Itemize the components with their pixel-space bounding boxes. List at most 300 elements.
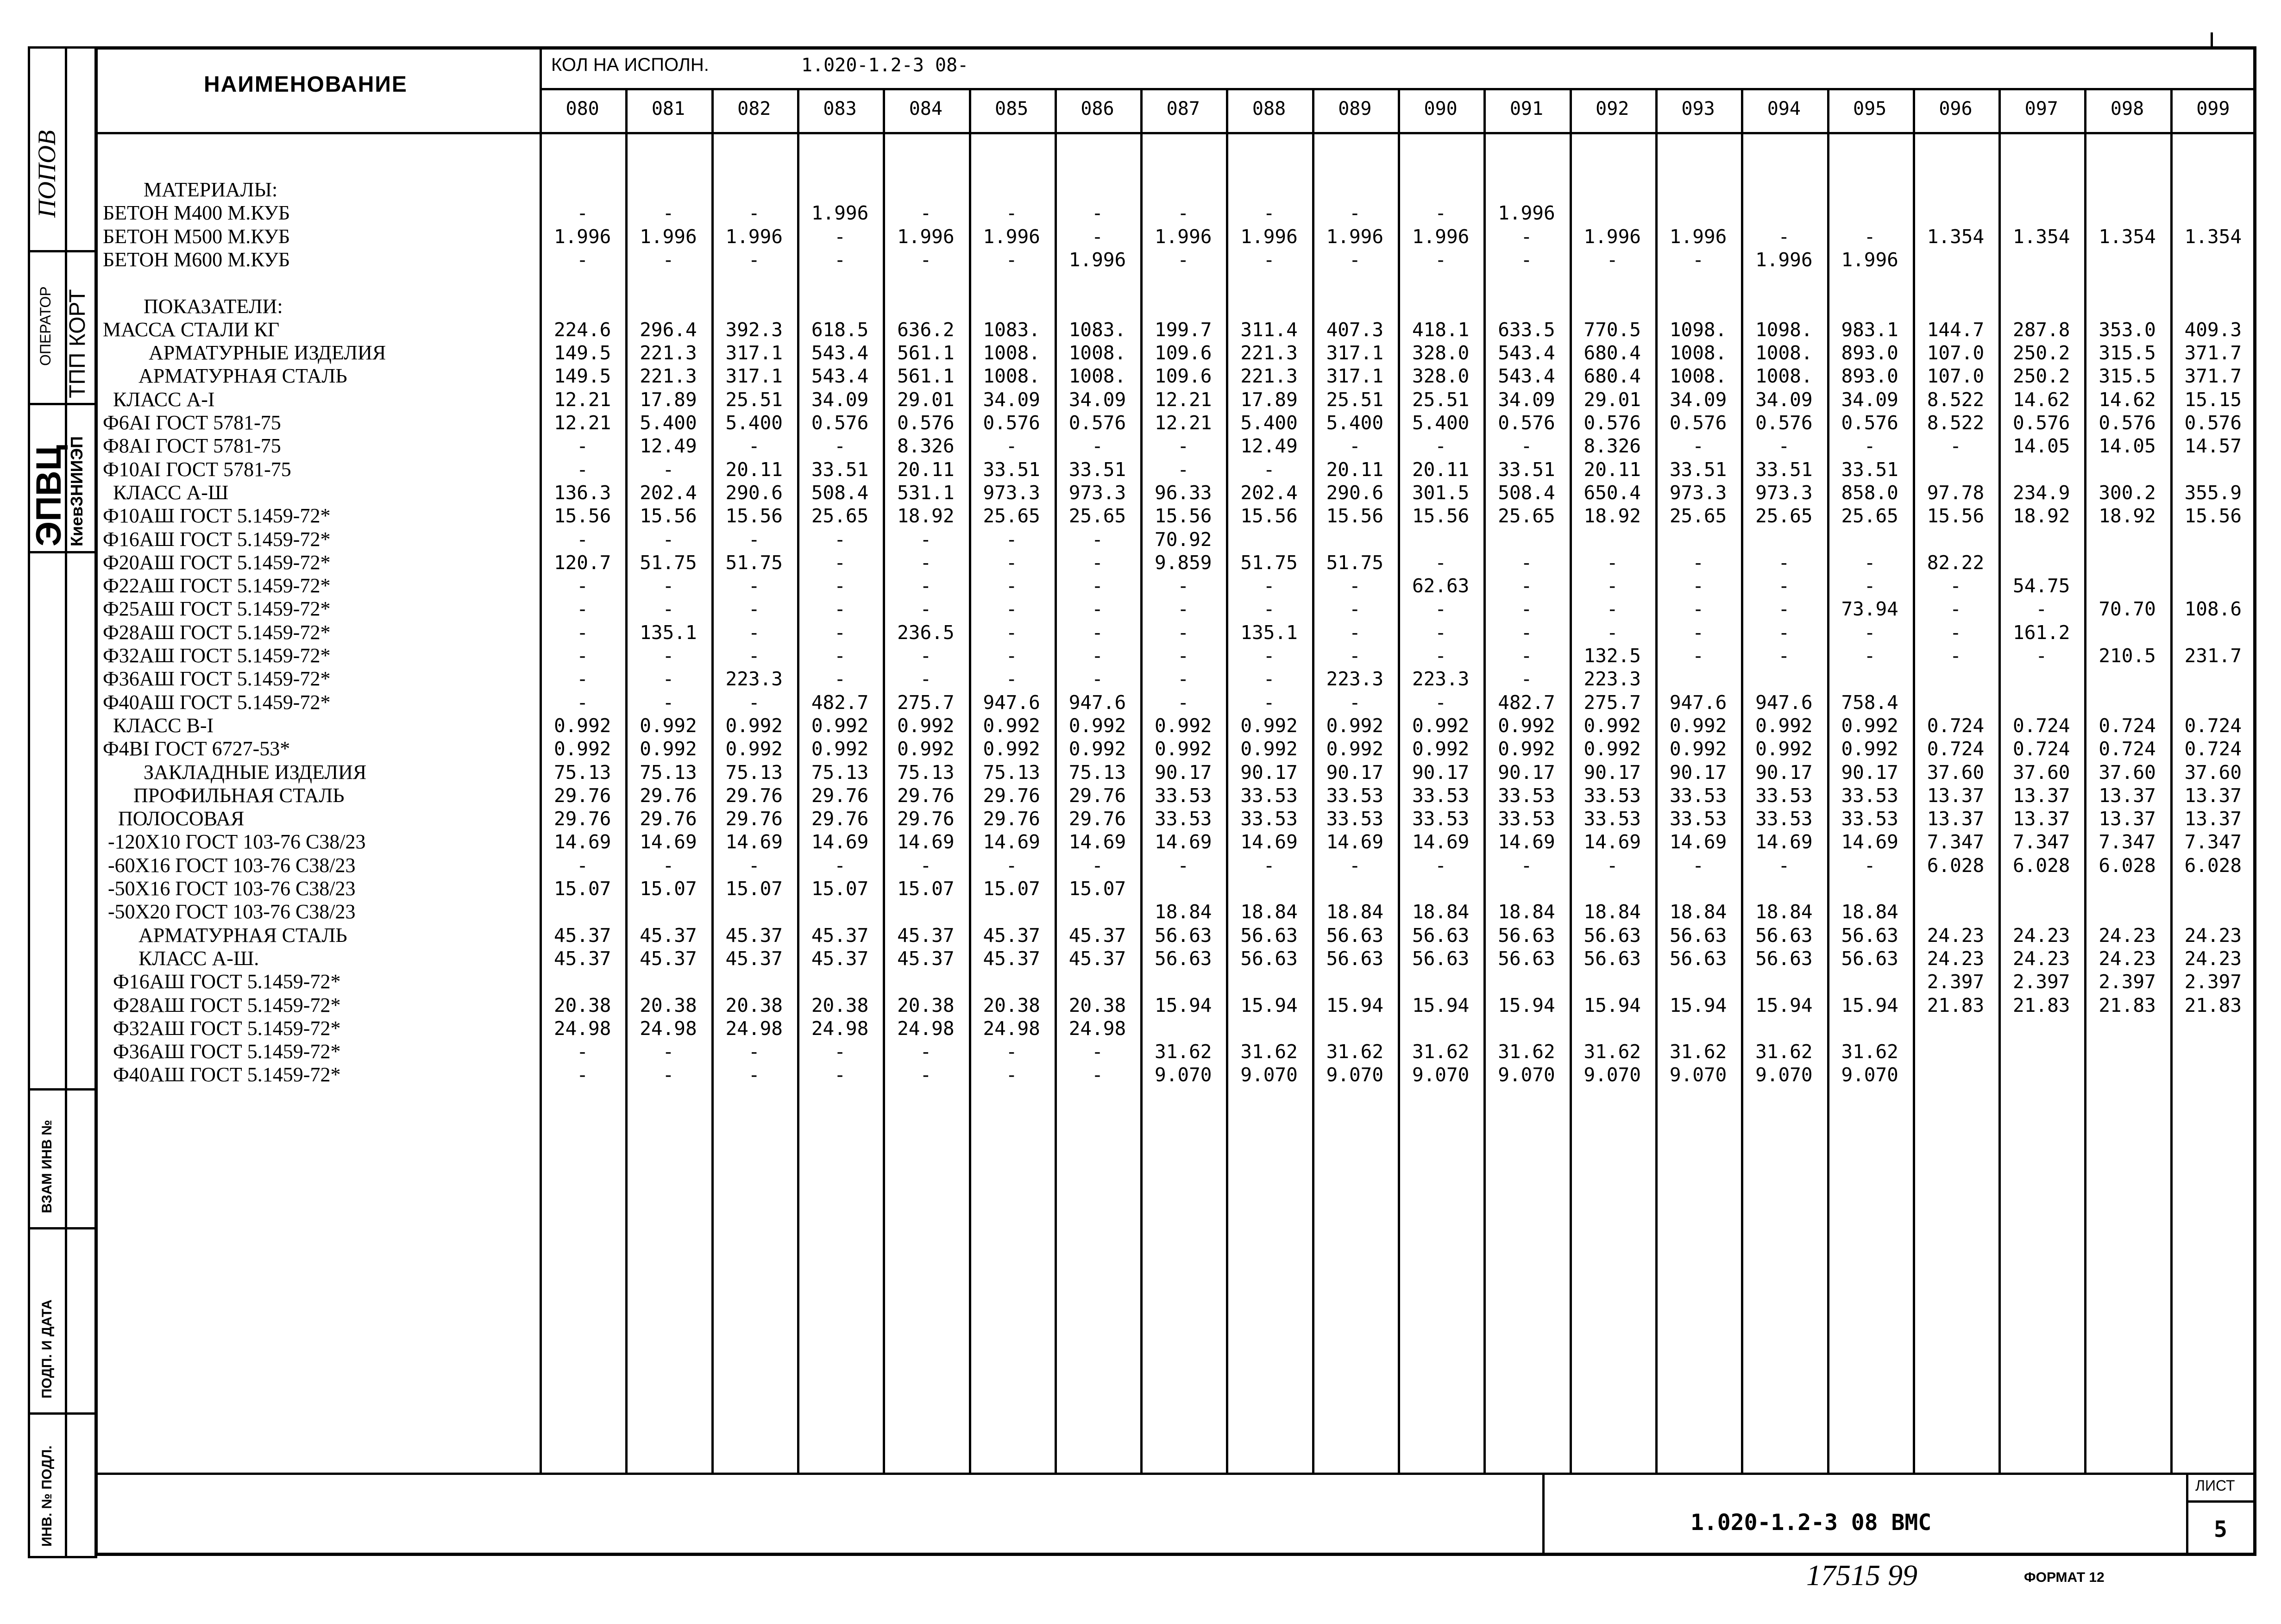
table-cell: - (1092, 435, 1103, 458)
table-cell: - (662, 458, 674, 481)
table-cell: - (1692, 551, 1704, 574)
table-cell: 45.37 (811, 924, 869, 947)
side-divider-4 (28, 1088, 97, 1091)
table-cell: 9.070 (1412, 1064, 1470, 1086)
table-cell: 13.37 (2099, 808, 2156, 830)
table-cell: 24.98 (640, 1017, 697, 1040)
table-cell: 223.3 (1412, 668, 1470, 690)
table-cell: - (1864, 621, 1876, 644)
table-cell: 20.38 (640, 994, 697, 1016)
table-cell: 24.23 (2099, 924, 2156, 947)
table-cell: 0.576 (1498, 412, 1555, 434)
table-cell: 7.347 (2099, 831, 2156, 853)
table-cell: - (834, 435, 846, 458)
table-cell: - (1778, 575, 1790, 597)
table-cell: 0.992 (1068, 738, 1126, 760)
sheet-box-line (2186, 1500, 2256, 1503)
table-cell: - (1005, 551, 1018, 574)
table-cell: 8.326 (897, 435, 955, 458)
row-label: Ф22АШ ГОСТ 5.1459-72* (103, 574, 331, 597)
table-cell: 199.7 (1155, 318, 1212, 341)
table-cell: 7.347 (2013, 831, 2070, 853)
table-cell: 353.0 (2099, 318, 2156, 341)
table-cell: 1008. (1068, 365, 1126, 388)
table-cell: 56.63 (1498, 947, 1555, 970)
table-cell: - (1435, 248, 1446, 271)
table-cell: 0.992 (640, 714, 697, 737)
table-cell: 531.1 (897, 481, 955, 504)
table-cell: 15.94 (1841, 994, 1898, 1016)
table-cell: 15.56 (725, 505, 783, 527)
column-header: 095 (1853, 98, 1887, 119)
table-cell: 0.992 (640, 738, 697, 760)
row-label: КЛАСС В-I (103, 714, 214, 737)
table-cell: - (834, 575, 846, 597)
table-cell: - (1263, 854, 1275, 877)
table-cell: 0.992 (1498, 738, 1555, 760)
row-label: Ф32АШ ГОСТ 5.1459-72* (103, 1016, 341, 1040)
table-cell: 15.56 (2184, 505, 2242, 527)
signature-text: ПОПОВ (33, 130, 61, 218)
table-cell: 90.17 (1326, 761, 1384, 784)
table-cell: 14.69 (1755, 831, 1813, 853)
table-cell: 135.1 (640, 621, 697, 644)
table-cell: - (1177, 854, 1189, 877)
table-cell: 25.65 (983, 505, 1040, 527)
table-cell: 0.992 (553, 714, 611, 737)
table-cell: 973.3 (1755, 481, 1813, 504)
table-cell: 0.992 (1412, 738, 1470, 760)
table-cell: 0.724 (1927, 714, 1985, 737)
table-cell: 31.62 (1412, 1041, 1470, 1063)
table-cell: 33.53 (1669, 808, 1727, 830)
org-short: ЭПВЦ (29, 445, 69, 546)
table-cell: - (577, 435, 588, 458)
table-cell: 14.69 (1584, 831, 1641, 853)
table-cell: - (1177, 202, 1189, 225)
table-cell: 0.992 (897, 738, 955, 760)
row-label: -60Х16 ГОСТ 103-76 С38/23 (103, 853, 356, 877)
table-cell: 82.22 (1927, 551, 1985, 574)
table-cell: 236.5 (897, 621, 955, 644)
table-cell: 20.11 (897, 458, 955, 481)
table-cell: 33.53 (1841, 784, 1898, 807)
table-cell: 70.70 (2099, 598, 2156, 621)
table-cell: 0.992 (553, 738, 611, 760)
table-cell: - (1092, 1064, 1103, 1086)
table-cell: 37.60 (2099, 761, 2156, 784)
table-cell: - (1349, 202, 1361, 225)
table-cell: - (1349, 854, 1361, 877)
table-cell: 18.84 (1240, 901, 1298, 923)
table-cell: 73.94 (1841, 598, 1898, 621)
table-cell: - (834, 528, 846, 551)
table-cell: 371.7 (2184, 365, 2242, 388)
table-cell: - (1864, 854, 1876, 877)
table-cell: 20.38 (897, 994, 955, 1016)
table-cell: 1.996 (1669, 225, 1727, 248)
table-cell: 13.37 (1927, 784, 1985, 807)
table-cell: 315.5 (2099, 365, 2156, 388)
table-cell: 18.92 (897, 505, 955, 527)
table-cell: - (1005, 854, 1018, 877)
table-cell: 15.56 (1326, 505, 1384, 527)
table-cell: - (1950, 598, 1961, 621)
row-label: МАССА СТАЛИ КГ (103, 318, 280, 341)
table-cell: 300.2 (2099, 481, 2156, 504)
table-cell: 482.7 (1498, 691, 1555, 714)
table-cell: 543.4 (811, 365, 869, 388)
table-cell: 24.23 (2184, 924, 2242, 947)
table-cell: - (1005, 645, 1018, 667)
table-cell: 0.992 (983, 738, 1040, 760)
table-cell: 9.859 (1155, 551, 1212, 574)
table-cell: 311.4 (1240, 318, 1298, 341)
table-cell: 34.09 (983, 388, 1040, 411)
table-cell: - (1092, 854, 1103, 877)
table-cell: 13.37 (2013, 808, 2070, 830)
table-cell: 31.62 (1584, 1041, 1641, 1063)
table-cell: 75.13 (725, 761, 783, 784)
table-cell: 14.69 (1155, 831, 1212, 853)
table-cell: 51.75 (1326, 551, 1384, 574)
table-cell: 51.75 (1240, 551, 1298, 574)
table-cell: 45.37 (897, 924, 955, 947)
table-cell: 1.996 (553, 225, 611, 248)
table-cell: 210.5 (2099, 645, 2156, 667)
table-cell: 24.23 (1927, 924, 1985, 947)
table-cell: 31.62 (1755, 1041, 1813, 1063)
table-cell: 45.37 (640, 947, 697, 970)
table-cell: 90.17 (1498, 761, 1555, 784)
operator-label: ОПЕРАТОР (37, 286, 54, 366)
table-cell: - (1778, 435, 1790, 458)
table-cell: 371.7 (2184, 342, 2242, 364)
table-cell: - (1606, 575, 1618, 597)
table-cell: - (1435, 202, 1446, 225)
table-cell: - (748, 854, 760, 877)
table-cell: 33.53 (1669, 784, 1727, 807)
side-divider-2 (28, 403, 97, 405)
table-cell: 0.576 (1584, 412, 1641, 434)
table-cell: 223.3 (1326, 668, 1384, 690)
row-label: Ф28АШ ГОСТ 5.1459-72* (103, 993, 341, 1016)
table-cell: - (1092, 551, 1103, 574)
table-cell: - (834, 225, 846, 248)
table-cell: 33.53 (1584, 808, 1641, 830)
table-cell: 15.07 (811, 878, 869, 900)
table-cell: 221.3 (1240, 365, 1298, 388)
row-label: Ф36АШ ГОСТ 5.1459-72* (103, 1040, 341, 1063)
column-header: 084 (909, 98, 943, 119)
table-cell: 0.992 (1841, 714, 1898, 737)
side-strip-top (28, 46, 97, 49)
table-cell: - (1177, 598, 1189, 621)
table-cell: 45.37 (553, 947, 611, 970)
table-cell: 37.60 (2013, 761, 2070, 784)
table-cell: 1.996 (640, 225, 697, 248)
table-cell: 275.7 (1584, 691, 1641, 714)
table-cell: 18.92 (2099, 505, 2156, 527)
table-cell: 37.60 (1927, 761, 1985, 784)
table-cell: 56.63 (1755, 924, 1813, 947)
table-cell: - (662, 668, 674, 690)
table-cell: - (2036, 598, 2048, 621)
table-cell: 34.09 (1669, 388, 1727, 411)
table-cell: 290.6 (1326, 481, 1384, 504)
table-cell: 250.2 (2013, 365, 2070, 388)
table-cell: 29.76 (725, 808, 783, 830)
table-cell: 893.0 (1841, 365, 1898, 388)
row-label: Ф20АШ ГОСТ 5.1459-72* (103, 551, 331, 574)
table-cell: 0.992 (1326, 738, 1384, 760)
table-cell: 328.0 (1412, 365, 1470, 388)
table-cell: 13.37 (2099, 784, 2156, 807)
table-cell: 56.63 (1841, 924, 1898, 947)
table-cell: - (1521, 435, 1533, 458)
table-cell: 680.4 (1584, 342, 1641, 364)
table-cell: - (748, 1064, 760, 1086)
table-cell: 31.62 (1498, 1041, 1555, 1063)
table-cell: - (1092, 225, 1103, 248)
column-header: 082 (737, 98, 771, 119)
table-cell: 90.17 (1669, 761, 1727, 784)
table-cell: 107.0 (1927, 342, 1985, 364)
table-cell: 33.51 (1068, 458, 1126, 481)
table-cell: - (1177, 621, 1189, 644)
table-cell: 14.62 (2099, 388, 2156, 411)
table-cell: - (1521, 575, 1533, 597)
table-cell: 56.63 (1755, 947, 1813, 970)
table-cell: - (1778, 621, 1790, 644)
table-cell: - (920, 668, 932, 690)
table-cell: 33.53 (1841, 808, 1898, 830)
table-cell: 29.76 (983, 808, 1040, 830)
table-cell: 14.05 (2013, 435, 2070, 458)
table-cell: 75.13 (811, 761, 869, 784)
table-cell: - (920, 854, 932, 877)
table-cell: 250.2 (2013, 342, 2070, 364)
table-cell: 135.1 (1240, 621, 1298, 644)
table-cell: 0.576 (983, 412, 1040, 434)
table-cell: 54.75 (2013, 575, 2070, 597)
table-cell: 1008. (1669, 365, 1727, 388)
table-cell: 90.17 (1841, 761, 1898, 784)
table-cell: - (1435, 691, 1446, 714)
table-cell: 1083. (983, 318, 1040, 341)
table-cell: 14.69 (983, 831, 1040, 853)
table-cell: 20.11 (1412, 458, 1470, 481)
table-cell: 6.028 (2013, 854, 2070, 877)
table-cell: - (1005, 668, 1018, 690)
table-cell: 1.996 (897, 225, 955, 248)
table-cell: 680.4 (1584, 365, 1641, 388)
table-cell: 18.84 (1326, 901, 1384, 923)
table-cell: - (748, 528, 760, 551)
table-cell: 14.69 (1498, 831, 1555, 853)
table-cell: - (1092, 598, 1103, 621)
table-cell: - (920, 202, 932, 225)
table-cell: - (1177, 248, 1189, 271)
table-cell: 45.37 (897, 947, 955, 970)
table-cell: 0.992 (811, 714, 869, 737)
table-cell: 301.5 (1412, 481, 1470, 504)
table-cell: - (662, 248, 674, 271)
table-cell: - (577, 854, 588, 877)
table-cell: 56.63 (1498, 924, 1555, 947)
table-cell: 758.4 (1841, 691, 1898, 714)
column-header: 094 (1767, 98, 1801, 119)
table-cell: - (1606, 598, 1618, 621)
table-cell: 409.3 (2184, 318, 2242, 341)
table-cell: 275.7 (897, 691, 955, 714)
table-cell: 51.75 (640, 551, 697, 574)
table-cell: 29.76 (897, 784, 955, 807)
table-cell: - (834, 854, 846, 877)
table-cell: - (1950, 575, 1961, 597)
table-cell: 18.84 (1412, 901, 1470, 923)
row-label: Ф16АШ ГОСТ 5.1459-72* (103, 527, 331, 551)
table-cell: - (577, 1064, 588, 1086)
side-divider-3 (28, 551, 97, 553)
table-cell: - (662, 854, 674, 877)
table-cell: 33.53 (1155, 784, 1212, 807)
table-cell: 17.89 (640, 388, 697, 411)
table-cell: - (662, 528, 674, 551)
table-cell: 24.98 (553, 1017, 611, 1040)
row-label: КЛАСС А-I (103, 388, 215, 411)
table-cell: 14.69 (1326, 831, 1384, 853)
table-cell: - (1521, 854, 1533, 877)
table-cell: - (834, 248, 846, 271)
table-cell: - (1521, 668, 1533, 690)
table-cell: - (1778, 225, 1790, 248)
column-header: 089 (1338, 98, 1372, 119)
table-cell: 24.98 (811, 1017, 869, 1040)
table-cell: 12.21 (553, 388, 611, 411)
side-divider-5 (28, 1227, 97, 1229)
table-cell: 90.17 (1155, 761, 1212, 784)
table-cell: 0.724 (2184, 714, 2242, 737)
table-cell: 20.38 (553, 994, 611, 1016)
table-cell: 24.23 (2013, 947, 2070, 970)
table-cell: 56.63 (1412, 947, 1470, 970)
row-label: Ф36АШ ГОСТ 5.1459-72* (103, 667, 331, 690)
table-cell: 29.76 (983, 784, 1040, 807)
table-cell: - (1092, 1041, 1103, 1063)
table-cell: - (748, 202, 760, 225)
table-cell: 18.84 (1584, 901, 1641, 923)
table-cell: 561.1 (897, 342, 955, 364)
table-cell: 9.070 (1841, 1064, 1898, 1086)
table-cell: 15.56 (1412, 505, 1470, 527)
column-header: 081 (651, 98, 685, 119)
table-cell: - (1692, 854, 1704, 877)
side-strip-outer (28, 46, 30, 1556)
table-cell: 0.992 (725, 714, 783, 737)
table-cell: 31.62 (1841, 1041, 1898, 1063)
table-cell: 15.94 (1155, 994, 1212, 1016)
table-cell: 221.3 (640, 342, 697, 364)
table-cell: - (1349, 435, 1361, 458)
table-cell: 14.62 (2013, 388, 2070, 411)
row-label: МАТЕРИАЛЫ: (103, 178, 278, 201)
row-label: АРМАТУРНАЯ СТАЛЬ (103, 923, 347, 947)
table-cell: 75.13 (1068, 761, 1126, 784)
table-cell: 8.326 (1584, 435, 1641, 458)
table-cell: 223.3 (725, 668, 783, 690)
column-header: 098 (2110, 98, 2144, 119)
table-cell: 14.69 (1841, 831, 1898, 853)
table-cell: 9.070 (1584, 1064, 1641, 1086)
table-cell: 24.23 (2099, 947, 2156, 970)
table-cell: 144.7 (1927, 318, 1985, 341)
table-cell: - (1778, 598, 1790, 621)
table-cell: 973.3 (1068, 481, 1126, 504)
table-cell: 13.37 (2184, 808, 2242, 830)
table-cell: 2.397 (1927, 971, 1985, 993)
table-cell: 15.15 (2184, 388, 2242, 411)
table-cell: - (1263, 248, 1275, 271)
table-cell: - (1005, 598, 1018, 621)
table-cell: 0.576 (2184, 412, 2242, 434)
table-cell: 15.07 (897, 878, 955, 900)
table-cell: 56.63 (1584, 947, 1641, 970)
table-cell: 1008. (1068, 342, 1126, 364)
table-cell: - (1092, 645, 1103, 667)
table-cell: 15.07 (1068, 878, 1126, 900)
table-cell: 25.65 (811, 505, 869, 527)
table-cell: 18.84 (1155, 901, 1212, 923)
table-cell: 482.7 (811, 691, 869, 714)
row-label: Ф8АI ГОСТ 5781-75 (103, 434, 281, 458)
table-cell: 858.0 (1841, 481, 1898, 504)
table-cell: - (1950, 645, 1961, 667)
side-divider-1 (28, 250, 97, 252)
table-cell: 6.028 (2099, 854, 2156, 877)
table-cell: - (577, 248, 588, 271)
table-cell: 893.0 (1841, 342, 1898, 364)
table-cell: 636.2 (897, 318, 955, 341)
table-cell: 14.69 (640, 831, 697, 853)
table-cell: 5.400 (640, 412, 697, 434)
table-cell: 14.69 (1412, 831, 1470, 853)
table-cell: - (662, 691, 674, 714)
table-cell: 1.354 (2184, 225, 2242, 248)
row-label: ПРОФИЛЬНАЯ СТАЛЬ (103, 784, 345, 807)
table-cell: 45.37 (983, 924, 1040, 947)
table-cell: 18.92 (1584, 505, 1641, 527)
table-cell: 33.53 (1498, 784, 1555, 807)
table-cell: - (1521, 645, 1533, 667)
row-label: Ф40АШ ГОСТ 5.1459-72* (103, 1063, 341, 1086)
table-cell: 1.996 (983, 225, 1040, 248)
table-cell: 9.070 (1669, 1064, 1727, 1086)
table-cell: 25.51 (725, 388, 783, 411)
table-cell: 33.53 (1584, 784, 1641, 807)
table-cell: 24.23 (1927, 947, 1985, 970)
table-cell: 90.17 (1755, 761, 1813, 784)
table-cell: - (748, 1041, 760, 1063)
table-cell: - (662, 1064, 674, 1086)
row-label: Ф28АШ ГОСТ 5.1459-72* (103, 621, 331, 644)
table-cell: 21.83 (2184, 994, 2242, 1016)
table-cell: 97.78 (1927, 481, 1985, 504)
swap-label: ВЗАМ ИНВ № (39, 1120, 55, 1213)
table-cell: 109.6 (1155, 365, 1212, 388)
table-cell: 290.6 (725, 481, 783, 504)
table-cell: - (834, 598, 846, 621)
